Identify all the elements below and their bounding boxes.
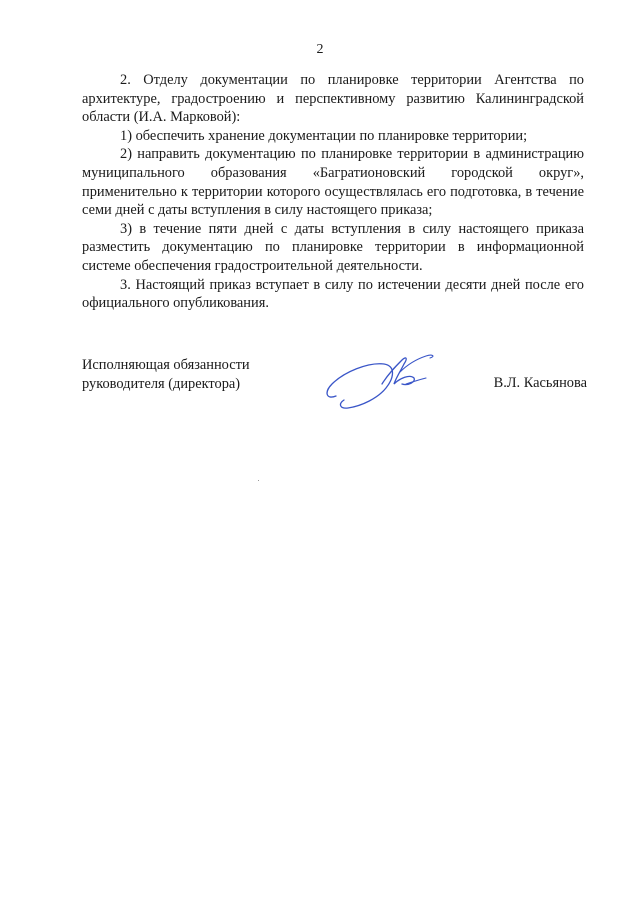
signature-block — [82, 356, 587, 426]
paragraph-item-publish: 3) в течение пяти дней с даты вступления в силу настоящего приказа разместить документацию по планировке территории в информационной системе обеспечения градостроительной деятельности. — [82, 220, 584, 274]
paragraph-department-instruction: 2. Отделу документации по планировке территории Агентства по архитектуре, градостроению и перспективному развитию Калининградской области (И.А. Марковой): — [82, 72, 584, 126]
paragraph-item-storage: 1) обеспечить хранение документации по планировке территории; — [120, 127, 528, 144]
scan-speck — [258, 480, 259, 481]
signer-name: В.Л. Касьянова — [493, 375, 587, 391]
paragraph-item-send: 2) направить документацию по планировке территории в администрацию муниципального образования «Багратионовский городской округ», применительно к территории которого осуществлялась его подготовка, в течение семи дней с даты вступления в силу настоящего приказа; — [82, 146, 584, 219]
page-number: 2 — [316, 42, 324, 57]
signer-position-line-2: руководителя (директора) — [82, 375, 241, 392]
paragraph-effective-date: 3. Настоящий приказ вступает в силу по истечении десяти дней после его официального опубликования. — [82, 276, 584, 312]
handwritten-signature — [322, 344, 452, 416]
signer-position-line-1: Исполняющая обязанности — [82, 357, 250, 373]
signer-position — [82, 356, 302, 393]
document-body — [82, 71, 584, 313]
